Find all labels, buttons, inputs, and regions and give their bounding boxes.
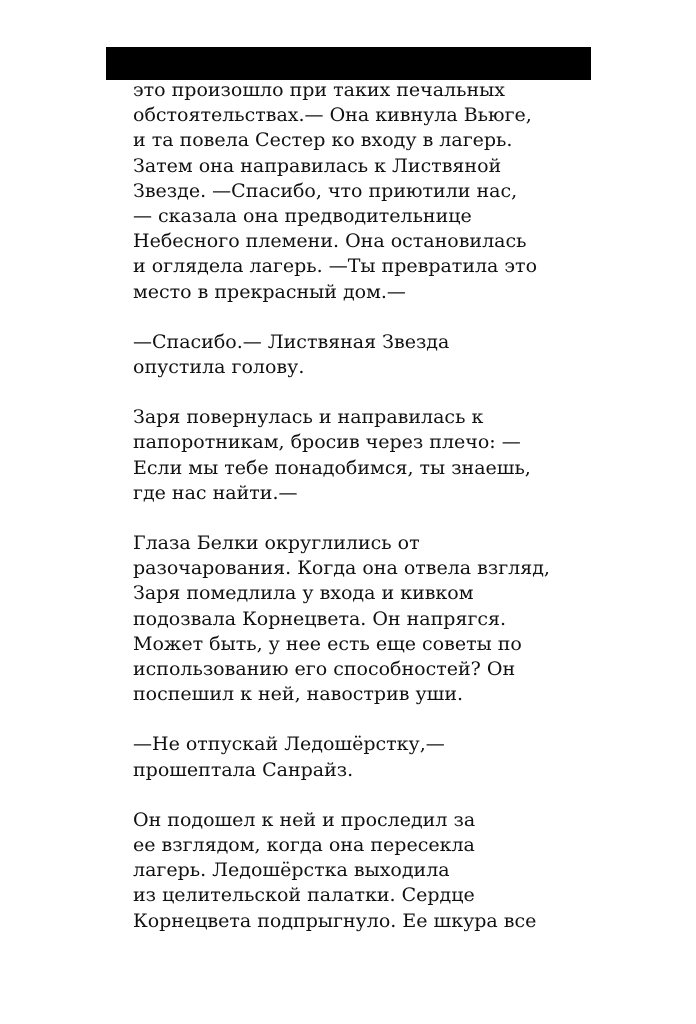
text-line: Заря повернулась и направилась к (133, 406, 484, 429)
text-line: ее взглядом, когда она пересекла (133, 834, 475, 857)
text-line: Если мы тебе понадобимся, ты знаешь, (133, 456, 531, 479)
paragraph-6 (133, 808, 673, 934)
text-line: Корнецвета подпрыгнуло. Ее шкура все (133, 909, 537, 932)
paragraph-3 (133, 405, 673, 506)
text-line: и та повела Сестер ко входу в лагерь. (133, 129, 513, 152)
text-line: папоротникам, бросив через плечо: — (133, 431, 521, 454)
text-line: обстоятельствах.— Она кивнула Вьюге, (133, 104, 532, 127)
paragraph-gap (133, 707, 673, 732)
text-line: подозвала Корнецвета. Он напрягся. (133, 607, 507, 630)
paragraph-5 (133, 732, 673, 782)
text-line: лагерь. Ледошёрстка выходила (133, 859, 450, 882)
text-line: —Спасибо.— Листвяная Звезда (133, 330, 450, 353)
paragraph-gap (133, 506, 673, 531)
text-line: Заря помедлила у входа и кивком (133, 582, 474, 605)
paragraph-1 (133, 78, 673, 305)
text-line: Он подошел к ней и проследил за (133, 808, 476, 831)
text-line: использованию его способностей? Он (133, 658, 516, 681)
paragraph-gap (133, 305, 673, 330)
book-page-text (133, 78, 673, 934)
text-line: где нас найти.— (133, 481, 298, 504)
text-line: Звезде. —Спасибо, что приютили нас, (133, 179, 518, 202)
paragraph-gap (133, 783, 673, 808)
text-line: из целительской палатки. Сердце (133, 884, 475, 907)
paragraph-2 (133, 330, 673, 380)
text-line: Затем она направилась к Листвяной (133, 154, 502, 177)
text-line: —Не отпускай Ледошёрстку,— (133, 733, 445, 756)
paragraph-gap (133, 380, 673, 405)
text-line: и оглядела лагерь. —Ты превратила это (133, 255, 538, 278)
text-line: Небесного племени. Она остановилась (133, 230, 527, 253)
text-line: это произошло при таких печальных (133, 79, 505, 101)
redaction-bar (106, 47, 591, 80)
text-line: разочарования. Когда она отвела взгляд, (133, 557, 550, 580)
text-line: поспешил к ней, навострив уши. (133, 683, 464, 706)
text-line: Может быть, у нее есть еще советы по (133, 632, 522, 655)
text-line: прошептала Санрайз. (133, 758, 354, 781)
text-line: опустила голову. (133, 356, 305, 379)
paragraph-4 (133, 531, 673, 707)
text-line: место в прекрасный дом.— (133, 280, 406, 303)
text-line: — сказала она предводительнице (133, 205, 472, 228)
text-line: Глаза Белки округлились от (133, 532, 420, 555)
